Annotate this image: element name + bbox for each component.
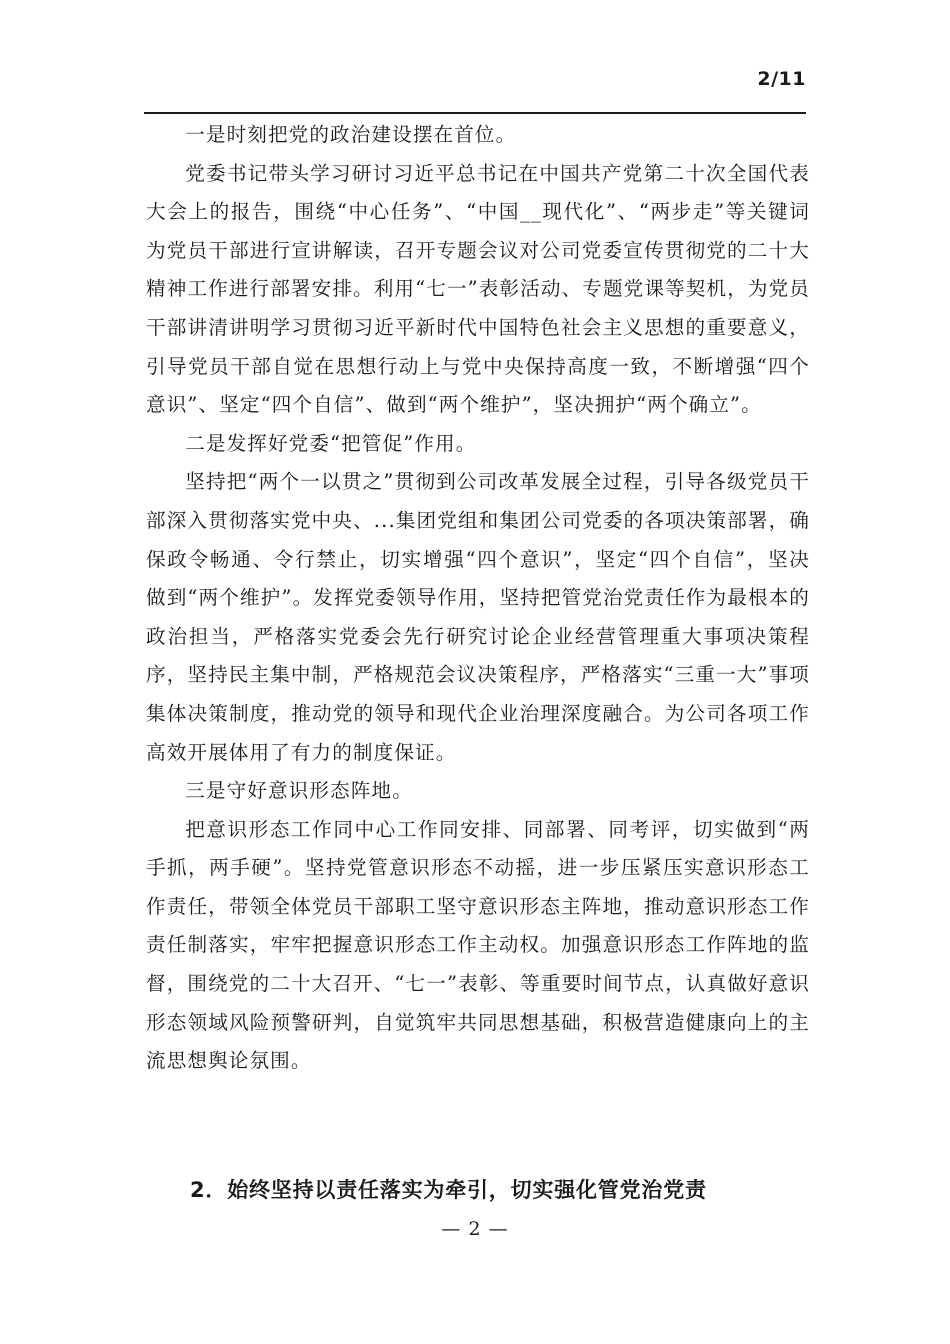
paragraph-heading-2: 二是发挥好党委“把管促”作用。 (185, 431, 477, 455)
paragraph: 坚持把“两个一以贯之”贯彻到公司改革发展全过程，引导各级党员干部深入贯彻落实党中央、...集团党组和集团公司党委的各项决策部署，确保政令畅通、令行禁止，切实增强“四个意识”，坚定“四个自信”，坚决做到“两个维护”。发挥党委领导作用，坚持把管党治党责任作为最根本的政治担当，严格落实党委会先行研究讨论企业经营管理重大事项决策程序，坚持民主集中制，严格规范会议决策程序，严格落实“三重一大”事项集体决策制度，推动党的领导和现代企业治理深度融合。为公司各项工作高效开展体用了有力的制度保证。 (146, 470, 810, 764)
paragraph: 把意识形态工作同中心工作同安排、同部署、同考评，切实做到“两手抓，两手硬”。坚持党管意识形态不动摇，进一步压紧压实意识形态工作责任，带领全体党员干部职工坚守意识形态主阵地，推动意识形态工作责任制落实，牢牢把握意识形态工作主动权。加强意识形态工作阵地的监督，围绕党的二十大召开、“七一”表彰、等重要时间节点，认真做好意识形态领域风险预警研判，自觉筑牢共同思想基础，积极营造健康向上的主流思想舆论氛围。 (146, 817, 810, 1073)
paragraph-heading-3: 三是守好意识形态阵地。 (185, 779, 413, 803)
page-counter: 2/11 (757, 68, 806, 90)
page-number: — 2 — (441, 1218, 509, 1240)
paragraph-heading-1: 一是时刻把党的政治建设摆在首位。 (185, 123, 517, 146)
section-heading: 2．始终坚持以责任落实为牵引，切实强化管党治党责 (190, 1178, 707, 1202)
document-body (146, 116, 810, 1081)
paragraph: 党委书记带头学习研讨习近平总书记在中国共产党第二十次全国代表大会上的报告，围绕“中心任务”、“中国__现代化”、“两步走”等关键词为党员干部进行宣讲解读，召开专题会议对公司党委宣传贯彻党的二十大精神工作进行部署安排。利用“七一”表彰活动、专题党课等契机，为党员干部讲清讲明学习贯彻习近平新时代中国特色社会主义思想的重要意义，引导党员干部自觉在思想行动上与党中央保持高度一致，不断增强“四个意识”、坚定“四个自信”、做到“两个维护”，坚决拥护“两个确立”。 (146, 161, 810, 417)
header-rule (144, 112, 806, 114)
